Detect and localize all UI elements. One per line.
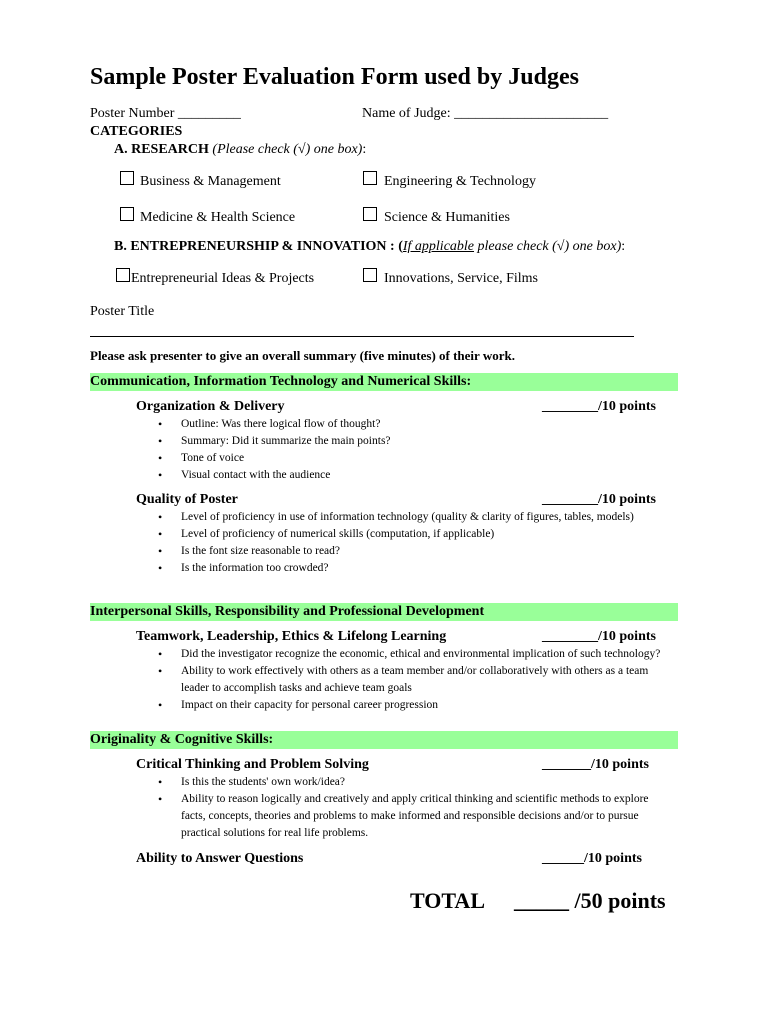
section-b-label: B. ENTREPRENEURSHIP & INNOVATION : (: [114, 239, 403, 254]
points-organization-delivery[interactable]: ________/10 points: [542, 399, 656, 414]
section-header-originality: Originality & Cognitive Skills:: [90, 731, 678, 749]
bullets-teamwork-leadership: [158, 646, 671, 714]
instruction-text: Please ask presenter to give an overall summary (five minutes) of their work.: [90, 348, 515, 363]
checkbox-science-humanities[interactable]: [363, 207, 377, 221]
checkbox-business-management[interactable]: [120, 171, 134, 185]
points-quality-poster[interactable]: ________/10 points: [542, 492, 656, 507]
poster-number-field[interactable]: Poster Number _________: [90, 106, 241, 121]
checkbox-engineering-technology[interactable]: [363, 171, 377, 185]
list-item: • Is the font size reasonable to read?: [158, 543, 671, 560]
option-business-management: Business & Management: [140, 174, 281, 189]
checkbox-entrepreneurial-ideas[interactable]: [116, 268, 130, 282]
list-item: • Summary: Did it summarize the main points?: [158, 433, 671, 450]
bullets-quality-poster: [158, 509, 671, 577]
total-label: TOTAL: [410, 888, 485, 913]
points-answer-questions[interactable]: ______/10 points: [542, 851, 642, 866]
criterion-organization-delivery: Organization & Delivery: [136, 399, 285, 414]
list-item: • Ability to reason logically and creatively and apply critical thinking and scientific methods to explore facts, concepts, theories and problems to make informed and responsible decisions and/or to pursue practical solutions for real life problems.: [158, 791, 671, 842]
option-engineering-technology: Engineering & Technology: [384, 174, 536, 189]
section-header-interpersonal: Interpersonal Skills, Responsibility and Professional Development: [90, 603, 678, 621]
page-title: Sample Poster Evaluation Form used by Judges: [90, 64, 579, 90]
section-b-if-applicable: If applicable: [402, 239, 475, 254]
section-a-label: A. RESEARCH: [114, 142, 209, 157]
section-b-heading: [114, 239, 625, 255]
option-science-humanities: Science & Humanities: [384, 210, 510, 225]
section-a-hint: (Please check (√) one box): [212, 142, 363, 157]
list-item: • Impact on their capacity for personal career progression: [158, 697, 671, 714]
criterion-critical-thinking: Critical Thinking and Problem Solving: [136, 757, 369, 772]
categories-label: CATEGORIES: [90, 124, 183, 139]
points-teamwork-leadership[interactable]: ________/10 points: [542, 629, 656, 644]
poster-title-line[interactable]: [90, 336, 634, 337]
bullets-organization-delivery: [158, 416, 671, 484]
section-b-colon: :: [621, 239, 626, 254]
section-header-communication: Communication, Information Technology and Numerical Skills:: [90, 373, 678, 391]
list-item: • Level of proficiency of numerical skills (computation, if applicable): [158, 526, 671, 543]
criterion-quality-poster: Quality of Poster: [136, 492, 238, 507]
poster-title-label: Poster Title: [90, 304, 155, 319]
criterion-answer-questions: Ability to Answer Questions: [136, 851, 304, 866]
list-item: • Did the investigator recognize the economic, ethical and environmental implication of such technology?: [158, 646, 671, 663]
points-critical-thinking[interactable]: _______/10 points: [542, 757, 649, 772]
option-entrepreneurial-ideas: Entrepreneurial Ideas & Projects: [131, 271, 315, 286]
list-item: • Is the information too crowded?: [158, 560, 671, 577]
list-item: • Is this the students' own work/idea?: [158, 774, 671, 791]
total-points[interactable]: _____ /50 points: [514, 888, 666, 913]
checkbox-innovations-service[interactable]: [363, 268, 377, 282]
list-item: • Level of proficiency in use of information technology (quality & clarity of figures, tables, models): [158, 509, 671, 526]
bullets-critical-thinking: [158, 774, 671, 842]
list-item: • Outline: Was there logical flow of thought?: [158, 416, 671, 433]
list-item: • Visual contact with the audience: [158, 467, 671, 484]
list-item: • Tone of voice: [158, 450, 671, 467]
section-b-hint: please check (√) one box): [474, 239, 622, 254]
list-item: • Ability to work effectively with others as a team member and/or collaboratively with others as a team leader to accomplish tasks and achieve team goals: [158, 663, 671, 697]
criterion-teamwork-leadership: Teamwork, Leadership, Ethics & Lifelong Learning: [136, 629, 447, 644]
section-a-colon: :: [362, 142, 367, 157]
section-a-heading: [114, 142, 366, 158]
option-innovations-service: Innovations, Service, Films: [384, 271, 538, 286]
judge-name-field[interactable]: Name of Judge: ______________________: [362, 106, 609, 121]
option-medicine-health: Medicine & Health Science: [140, 210, 296, 225]
checkbox-medicine-health[interactable]: [120, 207, 134, 221]
